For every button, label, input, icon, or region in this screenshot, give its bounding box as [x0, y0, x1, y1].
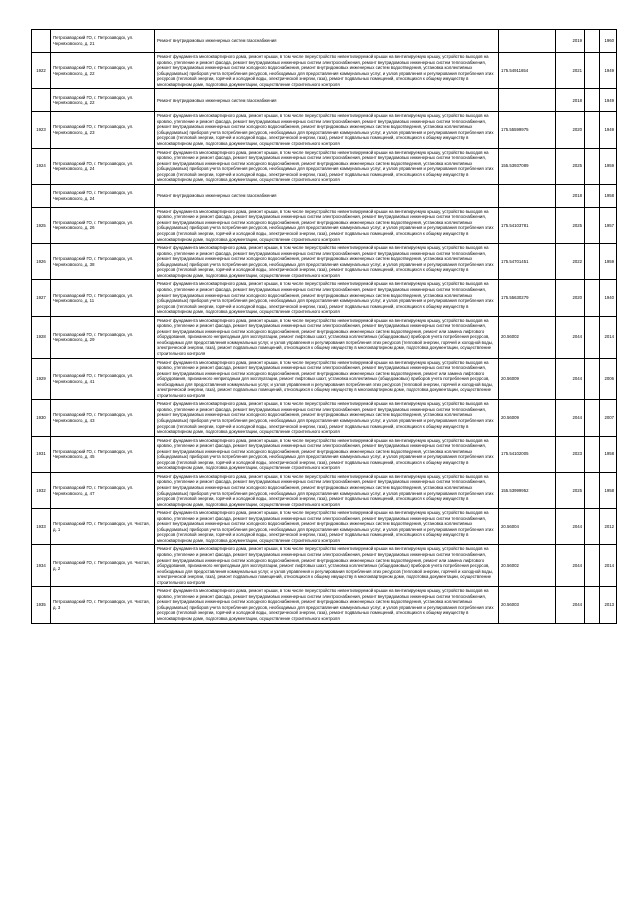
build-year-cell: 2014 [600, 316, 617, 358]
row-number-cell: 1922 [32, 53, 51, 89]
table-row [32, 280, 617, 316]
empty-cell [585, 112, 600, 148]
table-row [32, 207, 617, 243]
row-number-cell: 1923 [32, 112, 51, 148]
planned-year-cell: 2025 [556, 472, 585, 508]
planned-year-cell: 2020 [556, 280, 585, 316]
cost-cell: 20.56009 [499, 358, 556, 400]
works-cell: Ремонт внутридомовых инженерных систем газоснабжения [155, 89, 499, 112]
works-cell: Ремонт фундамента многоквартирного дома, ремонт крыши, в том числе переустройство невентилируемой крыши на вентилируемую крышу, устройство выходов на кровлю, утепление и ремонт фасада, ремонт внутридомовых инженерных систем электроснабжения, ремонт внутридомовых инженерных систем теплоснабжения, ремонт внутридомовых инженерных систем холодного водоснабжения, ремонт внутридомовых инженерных систем водоотведения, установка коллективных (общедомовых) приборов учета потребления ресурсов, необходимых для предоставления коммунальных услуг, и узлов управления и регулирования потребления этих ресурсов (тепловой энергии, горячей и холодной воды, электрической энергии, газа), ремонт подвальных помещений, относящихся к общему имуществу в многоквартирном доме, подготовка документации, осуществление строительного контроля [155, 587, 499, 623]
empty-cell [585, 184, 600, 207]
works-cell: Ремонт фундамента многоквартирного дома, ремонт крыши, в том числе переустройство невентилируемой крыши на вентилируемую крышу, устройство выходов на кровлю, утепление и ремонт фасада, ремонт внутридомовых инженерных систем электроснабжения, ремонт внутридомовых инженерных систем теплоснабжения, ремонт внутридомовых инженерных систем холодного водоснабжения, ремонт внутридомовых инженерных систем водоотведения, установка коллективных (общедомовых) приборов учета потребления ресурсов, необходимых для предоставления коммунальных услуг, и узлов управления и регулирования потребления этих ресурсов (тепловой энергии, горячей и холодной воды, электрической энергии, газа), ремонт подвальных помещений, относящихся к общему имуществу в многоквартирном доме, подготовка документации, осуществление строительного контроля [155, 509, 499, 545]
build-year-cell: 1940 [600, 280, 617, 316]
table-row [32, 472, 617, 508]
works-cell: Ремонт фундамента многоквартирного дома, ремонт крыши, в том числе переустройство невентилируемой крыши на вентилируемую крышу, устройство выходов на кровлю, утепление и ремонт фасада, ремонт внутридомовых инженерных систем электроснабжения, ремонт внутридомовых инженерных систем теплоснабжения, ремонт внутридомовых инженерных систем холодного водоснабжения, ремонт внутридомовых инженерных систем водоотведения, ремонт или замена лифтового оборудования, признанного непригодным для эксплуатации, ремонт лифтовых шахт, установка коллективных (общедомовых) приборов учета потребления ресурсов, необходимых для предоставления коммунальных услуг, и узлов управления и регулирования потребления этих ресурсов (тепловой энергии, горячей и холодной воды, электрической энергии, газа), ремонт подвальных помещений, относящихся к общему имуществу в многоквартирном доме, подготовка документации, осуществление строительного контроля [155, 545, 499, 587]
cost-cell: 20.56003 [499, 587, 556, 623]
cost-cell: 175.54701451 [499, 244, 556, 280]
row-number-cell: 1924 [32, 148, 51, 184]
address-cell: Петрозаводский ГО, г. Петрозаводск, ул. Черняховского, д. 24 [51, 184, 155, 207]
build-year-cell: 2007 [600, 400, 617, 436]
cost-cell [499, 89, 556, 112]
build-year-cell: 2006 [600, 358, 617, 400]
build-year-cell: 2013 [600, 587, 617, 623]
planned-year-cell: 2044 [556, 545, 585, 587]
empty-cell [585, 587, 600, 623]
empty-cell [585, 545, 600, 587]
table-row [32, 53, 617, 89]
build-year-cell: 1958 [600, 472, 617, 508]
address-cell: Петрозаводский ГО, г. Петрозаводск, ул. Черняховского, д. 29 [51, 316, 155, 358]
planned-year-cell: 2018 [556, 89, 585, 112]
address-cell: Петрозаводский ГО, г. Петрозаводск, ул. Черняховского, д. 45 [51, 436, 155, 472]
cost-cell [499, 30, 556, 53]
empty-cell [585, 207, 600, 243]
empty-cell [585, 244, 600, 280]
address-cell: Петрозаводский ГО, г. Петрозаводск, ул. Черняховского, д. 22 [51, 53, 155, 89]
address-cell: Петрозаводский ГО, г. Петрозаводск, ул. Чистая, д. 1 [51, 509, 155, 545]
works-cell: Ремонт фундамента многоквартирного дома, ремонт крыши, в том числе переустройство невентилируемой крыши на вентилируемую крышу, устройство выходов на кровлю, утепление и ремонт фасада, ремонт внутридомовых инженерных систем электроснабжения, ремонт внутридомовых инженерных систем теплоснабжения, ремонт внутридомовых инженерных систем холодного водоснабжения, ремонт внутридомовых инженерных систем водоотведения, установка коллективных (общедомовых) приборов учета потребления ресурсов, необходимых для предоставления коммунальных услуг, и узлов управления и регулирования потребления этих ресурсов (тепловой энергии, горячей и холодной воды, электрической энергии, газа), ремонт подвальных помещений, относящихся к общему имуществу в многоквартирном доме, подготовка документации, осуществление строительного контроля [155, 244, 499, 280]
works-cell: Ремонт фундамента многоквартирного дома, ремонт крыши, в том числе переустройство невентилируемой крыши на вентилируемую крышу, устройство выходов на кровлю, утепление и ремонт фасада, ремонт внутридомовых инженерных систем электроснабжения, ремонт внутридомовых инженерных систем теплоснабжения, ремонт внутридомовых инженерных систем холодного водоснабжения, ремонт внутридомовых инженерных систем водоотведения, установка коллективных (общедомовых) приборов учета потребления ресурсов, необходимых для предоставления коммунальных услуг, и узлов управления и регулирования потребления этих ресурсов (тепловой энергии, горячей и холодной воды, электрической энергии, газа), ремонт подвальных помещений, относящихся к общему имуществу в многоквартирном доме, подготовка документации, осуществление строительного контроля [155, 280, 499, 316]
works-cell: Ремонт фундамента многоквартирного дома, ремонт крыши, в том числе переустройство невентилируемой крыши на вентилируемую крышу, устройство выходов на кровлю, утепление и ремонт фасада, ремонт внутридомовых инженерных систем электроснабжения, ремонт внутридомовых инженерных систем теплоснабжения, ремонт внутридомовых инженерных систем холодного водоснабжения, ремонт внутридомовых инженерных систем водоотведения, ремонт или замена лифтового оборудования, признанного непригодным для эксплуатации, ремонт лифтовых шахт, установка коллективных (общедомовых) приборов учета потребления ресурсов, необходимых для предоставления коммунальных услуг, и узлов управления и регулирования потребления этих ресурсов (тепловой энергии, горячей и холодной воды, электрической энергии, газа), ремонт подвальных помещений, относящихся к общему имуществу в многоквартирном доме, подготовка документации, осуществление строительного контроля [155, 358, 499, 400]
planned-year-cell: 2018 [556, 184, 585, 207]
table-row [32, 89, 617, 112]
address-cell: Петрозаводский ГО, г. Петрозаводск, ул. Черняховского, д. 21 [51, 30, 155, 53]
build-year-cell: 1949 [600, 112, 617, 148]
works-cell: Ремонт фундамента многоквартирного дома, ремонт крыши, в том числе переустройство невентилируемой крыши на вентилируемую крышу, устройство выходов на кровлю, утепление и ремонт фасада, ремонт внутридомовых инженерных систем электроснабжения, ремонт внутридомовых инженерных систем теплоснабжения, ремонт внутридомовых инженерных систем холодного водоснабжения, ремонт внутридомовых инженерных систем водоотведения, установка коллективных (общедомовых) приборов учета потребления ресурсов, необходимых для предоставления коммунальных услуг, и узлов управления и регулирования потребления этих ресурсов (тепловой энергии, горячей и холодной воды, электрической энергии, газа), ремонт подвальных помещений, относящихся к общему имуществу в многоквартирном доме, подготовка документации, осуществление строительного контроля [155, 436, 499, 472]
build-year-cell: 1958 [600, 184, 617, 207]
address-cell: Петрозаводский ГО, г. Петрозаводск, ул. Черняховского, д. 26 [51, 207, 155, 243]
row-number-cell: 1928 [32, 316, 51, 358]
planned-year-cell: 2044 [556, 400, 585, 436]
planned-year-cell: 2025 [556, 207, 585, 243]
row-number-cell: 1930 [32, 400, 51, 436]
build-year-cell: 2014 [600, 545, 617, 587]
table-row [32, 148, 617, 184]
empty-cell [585, 30, 600, 53]
empty-cell [585, 280, 600, 316]
cost-cell: 20.56004 [499, 509, 556, 545]
planned-year-cell: 2022 [556, 244, 585, 280]
planned-year-cell: 2020 [556, 112, 585, 148]
build-year-cell: 1959 [600, 244, 617, 280]
works-cell: Ремонт внутридомовых инженерных систем газоснабжения [155, 30, 499, 53]
row-number-cell: 1934 [32, 545, 51, 587]
address-cell: Петрозаводский ГО, г. Петрозаводск, ул. Черняховского, д. 11 [51, 280, 155, 316]
planned-year-cell: 2025 [556, 148, 585, 184]
empty-cell [585, 148, 600, 184]
cost-cell: 175.54103781 [499, 207, 556, 243]
address-cell: Петрозаводский ГО, г. Петрозаводск, ул. Черняховского, д. 47 [51, 472, 155, 508]
table-row [32, 30, 617, 53]
row-number-cell: 1929 [32, 358, 51, 400]
row-number-cell [32, 89, 51, 112]
table-body [32, 30, 617, 624]
empty-cell [585, 89, 600, 112]
address-cell: Петрозаводский ГО, г. Петрозаводск, ул. Черняховского, д. 24 [51, 148, 155, 184]
works-cell: Ремонт фундамента многоквартирного дома, ремонт крыши, в том числе переустройство невентилируемой крыши на вентилируемую крышу, устройство выходов на кровлю, утепление и ремонт фасада, ремонт внутридомовых инженерных систем электроснабжения, ремонт внутридомовых инженерных систем теплоснабжения, ремонт внутридомовых инженерных систем холодного водоснабжения, ремонт внутридомовых инженерных систем водоотведения, установка коллективных (общедомовых) приборов учета потребления ресурсов, необходимых для предоставления коммунальных услуг, и узлов управления и регулирования потребления этих ресурсов (тепловой энергии, горячей и холодной воды, электрической энергии, газа), ремонт подвальных помещений, относящихся к общему имуществу в многоквартирном доме, подготовка документации, осуществление строительного контроля [155, 472, 499, 508]
works-cell: Ремонт внутридомовых инженерных систем газоснабжения [155, 184, 499, 207]
planned-year-cell: 2044 [556, 316, 585, 358]
row-number-cell: 1931 [32, 436, 51, 472]
table-row [32, 358, 617, 400]
table-row [32, 587, 617, 623]
build-year-cell: 1949 [600, 89, 617, 112]
works-cell: Ремонт фундамента многоквартирного дома, ремонт крыши, в том числе переустройство невентилируемой крыши на вентилируемую крышу, устройство выходов на кровлю, утепление и ремонт фасада, ремонт внутридомовых инженерных систем электроснабжения, ремонт внутридомовых инженерных систем теплоснабжения, ремонт внутридомовых инженерных систем холодного водоснабжения, ремонт внутридомовых инженерных систем водоотведения, установка коллективных (общедомовых) приборов учета потребления ресурсов, необходимых для предоставления коммунальных услуг, и узлов управления и регулирования потребления этих ресурсов (тепловой энергии, горячей и холодной воды, электрической энергии, газа), ремонт подвальных помещений, относящихся к общему имуществу в многоквартирном доме, подготовка документации, осуществление строительного контроля [155, 400, 499, 436]
cost-cell: 20.56002 [499, 545, 556, 587]
build-year-cell: 2012 [600, 509, 617, 545]
works-cell: Ремонт фундамента многоквартирного дома, ремонт крыши, в том числе переустройство невентилируемой крыши на вентилируемую крышу, устройство выходов на кровлю, утепление и ремонт фасада, ремонт внутридомовых инженерных систем электроснабжения, ремонт внутридомовых инженерных систем теплоснабжения, ремонт внутридомовых инженерных систем холодного водоснабжения, ремонт внутридомовых инженерных систем водоотведения, установка коллективных (общедомовых) приборов учета потребления ресурсов, необходимых для предоставления коммунальных услуг, и узлов управления и регулирования потребления этих ресурсов (тепловой энергии, горячей и холодной воды, электрической энергии, газа), ремонт подвальных помещений, относящихся к общему имуществу в многоквартирном доме, подготовка документации, осуществление строительного контроля [155, 207, 499, 243]
address-cell: Петрозаводский ГО, г. Петрозаводск, ул. Черняховского, д. 23 [51, 112, 155, 148]
planned-year-cell: 2021 [556, 53, 585, 89]
cost-cell: 155.53937089 [499, 148, 556, 184]
works-cell: Ремонт фундамента многоквартирного дома, ремонт крыши, в том числе переустройство невентилируемой крыши на вентилируемую крышу, устройство выходов на кровлю, утепление и ремонт фасада, ремонт внутридомовых инженерных систем электроснабжения, ремонт внутридомовых инженерных систем теплоснабжения, ремонт внутридомовых инженерных систем холодного водоснабжения, ремонт внутридомовых инженерных систем водоотведения, установка коллективных (общедомовых) приборов учета потребления ресурсов, необходимых для предоставления коммунальных услуг, и узлов управления и регулирования потребления этих ресурсов (тепловой энергии, горячей и холодной воды, электрической энергии, газа), ремонт подвальных помещений, относящихся к общему имуществу в многоквартирном доме, подготовка документации, осуществление строительного контроля [155, 112, 499, 148]
capital-repair-table [31, 29, 617, 624]
cost-cell: 175.55630279 [499, 280, 556, 316]
empty-cell [585, 53, 600, 89]
table-row [32, 316, 617, 358]
cost-cell: 20.56002 [499, 316, 556, 358]
address-cell: Петрозаводский ГО, г. Петрозаводск, ул. Черняховского, д. 38 [51, 244, 155, 280]
planned-year-cell: 2044 [556, 358, 585, 400]
row-number-cell: 1925 [32, 207, 51, 243]
table-row [32, 436, 617, 472]
row-number-cell: 1926 [32, 244, 51, 280]
build-year-cell: 1957 [600, 207, 617, 243]
cost-cell: 175.54911654 [499, 53, 556, 89]
build-year-cell: 1958 [600, 436, 617, 472]
cost-cell: 20.56009 [499, 400, 556, 436]
cost-cell: 175.55599975 [499, 112, 556, 148]
row-number-cell: 1932 [32, 472, 51, 508]
empty-cell [585, 509, 600, 545]
planned-year-cell: 2023 [556, 436, 585, 472]
address-cell: Петрозаводский ГО, г. Петрозаводск, ул. Чистая, д. 2 [51, 545, 155, 587]
table-row [32, 244, 617, 280]
planned-year-cell: 2044 [556, 509, 585, 545]
planned-year-cell: 2019 [556, 30, 585, 53]
empty-cell [585, 400, 600, 436]
empty-cell [585, 358, 600, 400]
works-cell: Ремонт фундамента многоквартирного дома, ремонт крыши, в том числе переустройство невентилируемой крыши на вентилируемую крышу, устройство выходов на кровлю, утепление и ремонт фасада, ремонт внутридомовых инженерных систем электроснабжения, ремонт внутридомовых инженерных систем теплоснабжения, ремонт внутридомовых инженерных систем холодного водоснабжения, ремонт внутридомовых инженерных систем водоотведения, установка коллективных (общедомовых) приборов учета потребления ресурсов, необходимых для предоставления коммунальных услуг, и узлов управления и регулирования потребления этих ресурсов (тепловой энергии, горячей и холодной воды, электрической энергии, газа), ремонт подвальных помещений, относящихся к общему имуществу в многоквартирном доме, подготовка документации, осуществление строительного контроля [155, 148, 499, 184]
build-year-cell: 1960 [600, 30, 617, 53]
address-cell: Петрозаводский ГО, г. Петрозаводск, ул. Черняховского, д. 22 [51, 89, 155, 112]
table-row [32, 112, 617, 148]
works-cell: Ремонт фундамента многоквартирного дома, ремонт крыши, в том числе переустройство невентилируемой крыши на вентилируемую крышу, устройство выходов на кровлю, утепление и ремонт фасада, ремонт внутридомовых инженерных систем электроснабжения, ремонт внутридомовых инженерных систем теплоснабжения, ремонт внутридомовых инженерных систем холодного водоснабжения, ремонт внутридомовых инженерных систем водоотведения, установка коллективных (общедомовых) приборов учета потребления ресурсов, необходимых для предоставления коммунальных услуг, и узлов управления и регулирования потребления этих ресурсов (тепловой энергии, горячей и холодной воды, электрической энергии, газа), ремонт подвальных помещений, относящихся к общему имуществу в многоквартирном доме, подготовка документации, осуществление строительного контроля [155, 53, 499, 89]
row-number-cell: 1935 [32, 587, 51, 623]
build-year-cell: 1949 [600, 53, 617, 89]
planned-year-cell: 2044 [556, 587, 585, 623]
cost-cell [499, 184, 556, 207]
table-row [32, 545, 617, 587]
row-number-cell [32, 30, 51, 53]
cost-cell: 155.53999952 [499, 472, 556, 508]
cost-cell: 175.54102005 [499, 436, 556, 472]
empty-cell [585, 316, 600, 358]
row-number-cell [32, 184, 51, 207]
row-number-cell: 1933 [32, 509, 51, 545]
address-cell: Петрозаводский ГО, г. Петрозаводск, ул. Чистая, д. 3 [51, 587, 155, 623]
empty-cell [585, 436, 600, 472]
build-year-cell: 1959 [600, 148, 617, 184]
row-number-cell: 1927 [32, 280, 51, 316]
address-cell: Петрозаводский ГО, г. Петрозаводск, ул. Черняховского, д. 41 [51, 358, 155, 400]
address-cell: Петрозаводский ГО, г. Петрозаводск, ул. Черняховского, д. 43 [51, 400, 155, 436]
works-cell: Ремонт фундамента многоквартирного дома, ремонт крыши, в том числе переустройство невентилируемой крыши на вентилируемую крышу, устройство выходов на кровлю, утепление и ремонт фасада, ремонт внутридомовых инженерных систем электроснабжения, ремонт внутридомовых инженерных систем теплоснабжения, ремонт внутридомовых инженерных систем холодного водоснабжения, ремонт внутридомовых инженерных систем водоотведения, ремонт или замена лифтового оборудования, признанного непригодным для эксплуатации, ремонт лифтовых шахт, установка коллективных (общедомовых) приборов учета потребления ресурсов, необходимых для предоставления коммунальных услуг, и узлов управления и регулирования потребления этих ресурсов (тепловой энергии, горячей и холодной воды, электрической энергии, газа), ремонт подвальных помещений, относящихся к общему имуществу в многоквартирном доме, подготовка документации, осуществление строительного контроля [155, 316, 499, 358]
table-row [32, 400, 617, 436]
empty-cell [585, 472, 600, 508]
table-row [32, 509, 617, 545]
table-row [32, 184, 617, 207]
